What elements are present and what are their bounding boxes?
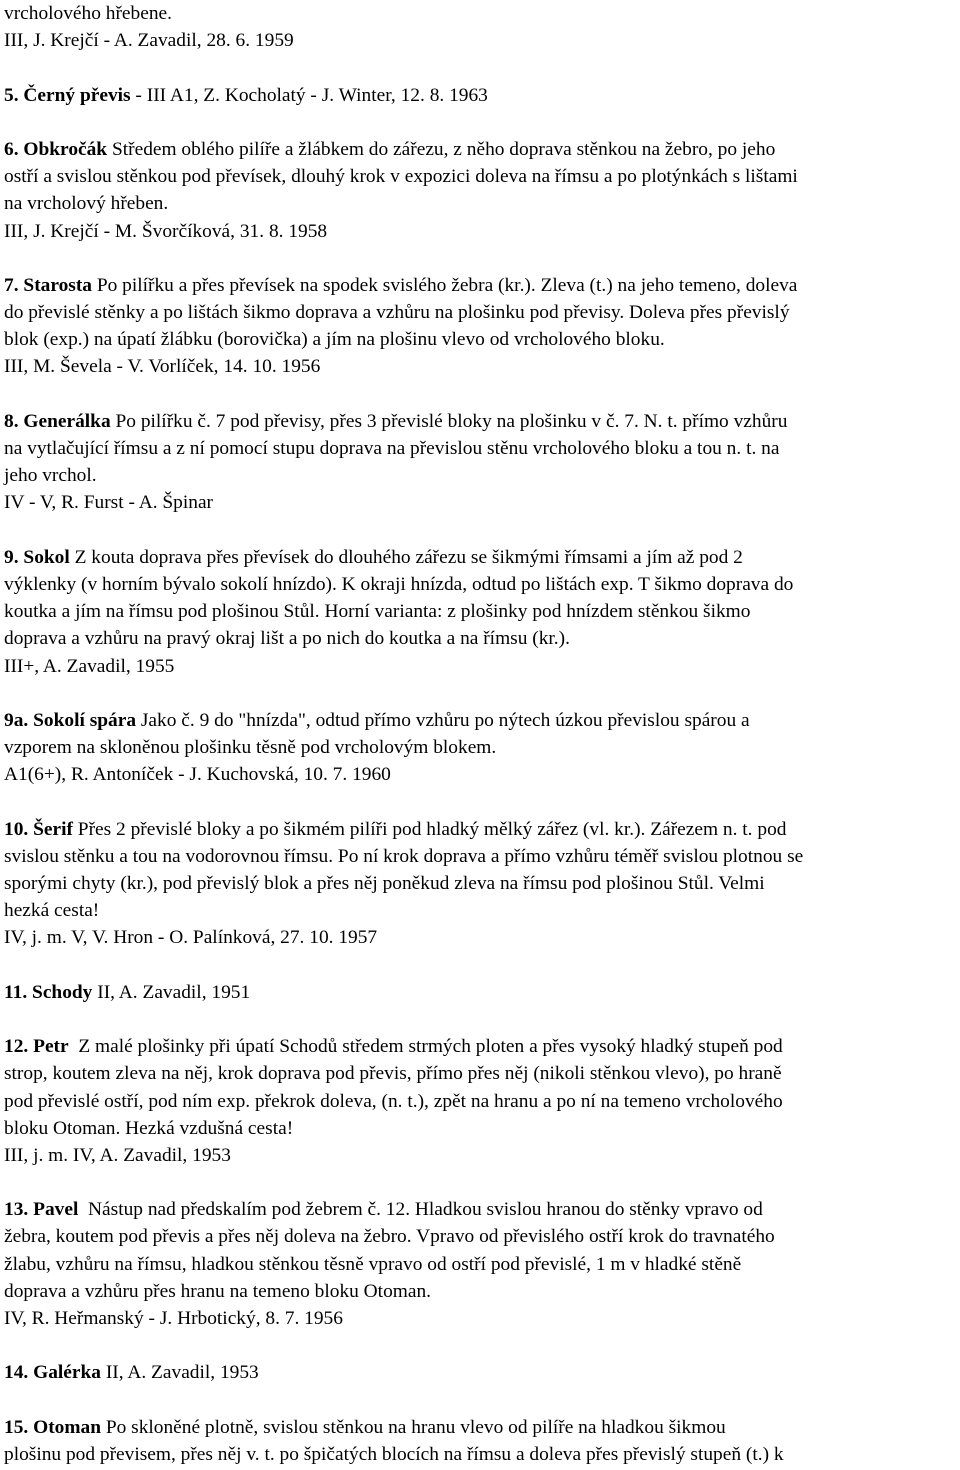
route-name: Generálka: [23, 410, 111, 432]
route-name: Šerif: [33, 818, 73, 840]
route-name: Pavel: [33, 1199, 79, 1221]
route-heading-line: [4, 82, 954, 109]
route-description: Jako č. 9 do "hnízda", odtud přímo vzhůru po nýtech úzkou převislou spárou a: [136, 709, 750, 731]
route-heading-line: [4, 1196, 954, 1223]
route-text-line: IV - V, R. Furst - A. Špinar: [4, 492, 214, 514]
route-text-line: III+, A. Zavadil, 1955: [4, 655, 175, 677]
route-entry: [4, 272, 954, 381]
spacer: [4, 245, 954, 272]
spacer: [4, 1332, 954, 1359]
route-text-line: blok (exp.) na úpatí žlábku (borovička) a jím na plošinu vlevo od vrcholového bloku.: [4, 329, 665, 351]
route-text-line: žlabu, vzhůru na římsu, hladkou stěnkou těsně vpravo od ostří pod převislé, 1 m v hladké stěně: [4, 1253, 742, 1275]
route-text-line: hezká cesta!: [4, 900, 100, 922]
spacer: [4, 788, 954, 815]
route-text-line: do převislé stěnky a po lištách šikmo doprava a vzhůru na plošinku pod převisy. Doleva přes převislý: [4, 302, 790, 324]
route-entry: [4, 82, 954, 109]
route-number: 14.: [4, 1362, 29, 1384]
route-name: Starosta: [23, 274, 92, 296]
route-text-line: vzporem na skloněnou plošinku těsně pod vrcholovým blokem.: [4, 737, 497, 759]
route-text-line: žebra, koutem pod převis a přes něj doleva na žebro. Vpravo od převislého ostří krok do travnatého: [4, 1226, 775, 1248]
route-description: II, A. Zavadil, 1953: [100, 1362, 259, 1384]
spacer: [4, 1169, 954, 1196]
spacer: [4, 680, 954, 707]
route-text-line: doprava a vzhůru přes hranu na temeno bloku Otoman.: [4, 1280, 432, 1302]
route-heading-line: [4, 544, 954, 571]
spacer: [4, 952, 954, 979]
route-entry: [4, 979, 954, 1006]
route-heading-line: [4, 136, 954, 163]
route-description: - III A1, Z. Kocholatý - J. Winter, 12. 8. 1963: [130, 84, 488, 106]
text-line: vrcholového hřebene.: [4, 3, 172, 24]
route-credit: III, J. Krejčí - A. Zavadil, 28. 6. 1959: [4, 30, 294, 52]
route-number: 11.: [4, 981, 28, 1003]
route-heading-line: [4, 1414, 954, 1441]
route-number: 12.: [4, 1036, 29, 1058]
route-heading-line: [4, 979, 954, 1006]
route-description: Přes 2 převislé bloky a po šikmém pilíři pod hladký mělký zářez (vl. kr.). Zářezem n. t. pod: [72, 818, 787, 840]
route-heading-line: [4, 1359, 954, 1386]
route-description: Po pilířku č. 7 pod převisy, přes 3 převislé bloky na plošinku v č. 7. N. t. přímo vzhůru: [110, 410, 788, 432]
route-description: Z kouta doprava přes převísek do dlouhého zářezu se šikmými římsami a jím až pod 2: [69, 546, 743, 568]
route-entry: [4, 544, 954, 680]
route-name: Otoman: [33, 1416, 101, 1438]
route-entry: [4, 408, 954, 517]
document-page: [4, 0, 954, 1468]
route-text-line: III, j. m. IV, A. Zavadil, 1953: [4, 1144, 231, 1166]
route-number: 15.: [4, 1416, 29, 1438]
route-text-line: jeho vrchol.: [4, 465, 97, 487]
route-text-line: III, J. Krejčí - M. Švorčíková, 31. 8. 1958: [4, 220, 328, 242]
route-text-line: plošinu pod převisem, přes něj v. t. po špičatých blocích na římsu a doleva přes převislý stupeň (t.) k: [4, 1443, 784, 1465]
route-text-line: sporými chyty (kr.), pod převislý blok a přes něj poněkud zleva na římsu pod plošinou Stůl. Velmi: [4, 873, 765, 894]
route-entry: [4, 136, 954, 245]
route-entry: [4, 1359, 954, 1386]
route-entry: [4, 1196, 954, 1332]
route-heading-line: [4, 272, 954, 299]
route-list: [4, 54, 954, 1468]
route-heading-line: [4, 816, 954, 843]
spacer: [4, 109, 954, 136]
route-text-line: bloku Otoman. Hezká vzdušná cesta!: [4, 1117, 294, 1139]
spacer: [4, 1006, 954, 1033]
route-number: 5.: [4, 84, 19, 106]
route-text-line: na vrcholový hřeben.: [4, 193, 169, 215]
spacer: [4, 517, 954, 544]
route-text-line: III, M. Ševela - V. Vorlíček, 14. 10. 1956: [4, 356, 321, 378]
route-text-line: výklenky (v horním bývalo sokolí hnízdo). K okraji hnízda, odtud po lištách exp. T šikmo doprava do: [4, 573, 794, 595]
route-description: Nástup nad předskalím pod žebrem č. 12. Hladkou svislou hranou do stěnky vpravo od: [78, 1199, 763, 1221]
route-text-line: A1(6+), R. Antoníček - J. Kuchovská, 10. 7. 1960: [4, 764, 391, 786]
route-description: Po pilířku a přes převísek na spodek svislého žebra (kr.). Zleva (t.) na jeho temeno, doleva: [92, 274, 798, 296]
route-entry: [4, 707, 954, 789]
route-text-line: strop, koutem zleva na něj, krok doprava pod převis, přímo přes něj (nikoli stěnkou vlevo), po hraně: [4, 1063, 782, 1085]
route-name: Obkročák: [23, 138, 108, 160]
route-text-line: ostří a svislou stěnkou pod převísek, dlouhý krok v expozici doleva na římsu a po plotýnkách s lištami: [4, 166, 798, 188]
route-entry: [4, 816, 954, 952]
route-text-line: svislou stěnku a tou na vodorovnou římsu. Po ní krok doprava a přímo vzhůru téměř svislou plotnou se: [4, 845, 804, 867]
route-heading-line: [4, 1033, 954, 1060]
spacer: [4, 381, 954, 408]
route-heading-line: [4, 408, 954, 435]
route-name: Černý převis: [23, 84, 131, 106]
route-number: 6.: [4, 138, 19, 160]
route-number: 9a.: [4, 709, 29, 731]
route-number: 7.: [4, 274, 19, 296]
route-text-line: koutka a jím na římsu pod plošinou Stůl. Horní varianta: z plošinky pod hnízdem stěnkou šikmo: [4, 601, 751, 623]
route-description: Z malé plošinky při úpatí Schodů středem strmých ploten a přes vysoký hladký stupeň pod: [68, 1036, 783, 1058]
route-description: Středem oblého pilíře a žlábkem do zářezu, z něho doprava stěnkou na žebro, po jeho: [107, 138, 776, 160]
route-text-line: pod převislé ostří, pod ním exp. překrok doleva, (n. t.), zpět na hranu a po ní na temeno vrcholového: [4, 1090, 783, 1112]
route-description: II, A. Zavadil, 1951: [92, 981, 251, 1003]
route-text-line: na vytlačující římsu a z ní pomocí stupu doprava na převislou stěnu vrcholového bloku a tou n. t. na: [4, 438, 780, 459]
spacer: [4, 1387, 954, 1414]
route-text-line: doprava a vzhůru na pravý okraj lišt a po nich do koutka a na římsu (kr.).: [4, 628, 570, 650]
route-text-line: IV, R. Heřmanský - J. Hrbotický, 8. 7. 1956: [4, 1308, 343, 1329]
route-entry: [4, 1033, 954, 1169]
route-name: Sokolí spára: [33, 709, 137, 731]
route-text-line: IV, j. m. V, V. Hron - O. Palínková, 27. 10. 1957: [4, 927, 378, 949]
route-number: 13.: [4, 1199, 29, 1221]
route-number: 8.: [4, 410, 19, 432]
route-name: Schody: [32, 981, 93, 1003]
route-number: 9.: [4, 546, 19, 568]
route-description: Po skloněné plotně, svislou stěnkou na hranu vlevo od pilíře na hladkou šikmou: [100, 1416, 726, 1438]
route-name: Petr: [33, 1036, 69, 1058]
route-number: 10.: [4, 818, 29, 840]
route-name: Sokol: [23, 546, 70, 568]
spacer: [4, 54, 954, 81]
route-name: Galérka: [33, 1362, 101, 1384]
route-heading-line: [4, 707, 954, 734]
route-entry: [4, 1414, 954, 1468]
